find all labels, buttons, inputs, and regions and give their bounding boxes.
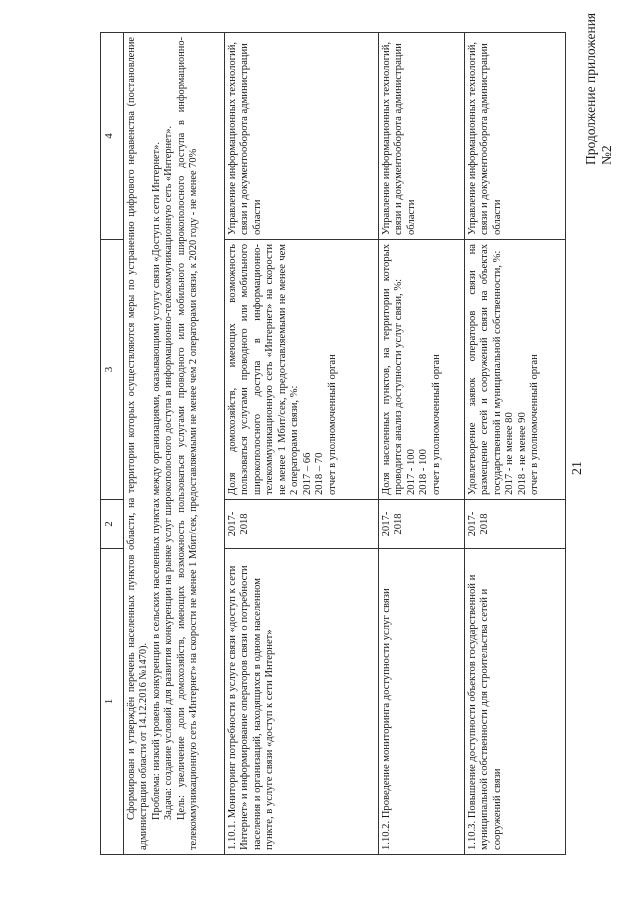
appendix-continuation-header: Продолжение приложения №2 (583, 12, 614, 165)
measure-cell: 1.10.1. Мониторинг потребности в услуге связи «доступ к сети Интернет» и информирование операторов связи о потребности населения и организаций, находящихся в одном населенном пункте, в услуге связи «доступ к сети Интернет» (224, 549, 378, 855)
column-number: 1 (101, 549, 124, 855)
column-number: 3 (101, 240, 124, 500)
responsible-cell: Управление информационных технологий, связи и документооборота администрации области (464, 33, 565, 240)
column-number: 2 (101, 500, 124, 549)
indicator-value: 2017 – 66 (301, 452, 313, 495)
measures-table (100, 32, 566, 855)
indicator-cell (378, 240, 464, 500)
indicator-value: 2017 - 100 (405, 449, 417, 495)
period-cell: 2017-2018 (464, 500, 565, 549)
indicator-value: 2018 - не менее 90 (516, 412, 528, 495)
intro-paragraph: Сформирован и утверждён перечень населенных пунктов области, на территории которых осуществляются меры по устранению цифрового неравенства (постановление администрации области от 14.12.2016 №1470). (125, 37, 150, 850)
report-note: отчет в уполномоченный орган (430, 354, 442, 495)
indicator-text: Удовлетворение заявок операторов связи на размещение сетей и сооружений связи на объектах государственной и муниципальной собственности, %: (466, 244, 503, 495)
report-note: отчет в уполномоченный орган (326, 354, 338, 495)
table-row (464, 33, 565, 855)
period-cell: 2017-2018 (378, 500, 464, 549)
task-paragraph: Задача: создание условий для развития конкуренции на рынке услуг широкополосного доступа в информационно-телекоммуникационную сеть «Интернет». (163, 125, 175, 820)
indicator-value: 2018 - 100 (418, 449, 430, 495)
report-note: отчет в уполномоченный орган (529, 354, 541, 495)
page-number: 21 (570, 461, 585, 475)
intro-row (123, 33, 224, 855)
responsible-cell: Управление информационных технологий, связи и документооборота администрации области (378, 33, 464, 240)
indicator-text: Доля домохозяйств, имеющих возможность пользоваться услугами проводного или мобильного широкополосного доступа в информационно-телекоммуникационную сеть «Интернет» на скорости не менее 1 Мбит/сек, предоставляемыми не менее чем 2 операторами связи, %: (226, 244, 301, 495)
indicator-value: 2018 – 70 (314, 452, 326, 495)
indicator-value: 2017 - не менее 80 (504, 412, 516, 495)
table-row (378, 33, 464, 855)
goal-paragraph: Цель: увеличение доли домохозяйств, имеющих возможность пользоваться услугами проводного или мобильного широкополосного доступа в информационно-телекоммуникационную сеть «Интернет» на скорости не менее 1 Мбит/сек, предоставляемыми не менее чем 2 операторами связи, к 2020 году - не менее 70% (175, 37, 200, 850)
responsible-cell: Управление информационных технологий, связи и документооборота администрации области (224, 33, 378, 240)
problem-paragraph: Проблема: низкий уровень конкуренции в сельских населенных пунктах между организациями, оказывающими услугу связи «Доступ к сети Интернет». (150, 142, 162, 820)
table-row (224, 33, 378, 855)
indicator-cell (224, 240, 378, 500)
intro-cell (123, 33, 224, 855)
indicator-text: Доля населенных пунктов, на территории которых проводится анализ доступности услуг связи, %: (380, 244, 405, 495)
indicator-cell (464, 240, 565, 500)
period-cell: 2017-2018 (224, 500, 378, 549)
column-number-row (101, 33, 124, 855)
measure-cell: 1.10.3. Повышение доступности объектов государственной и муниципальной собственности для строительства сетей и сооружений связи (464, 549, 565, 855)
column-number: 4 (101, 33, 124, 240)
measure-cell: 1.10.2. Проведение мониторинга доступности услуг связи (378, 549, 464, 855)
